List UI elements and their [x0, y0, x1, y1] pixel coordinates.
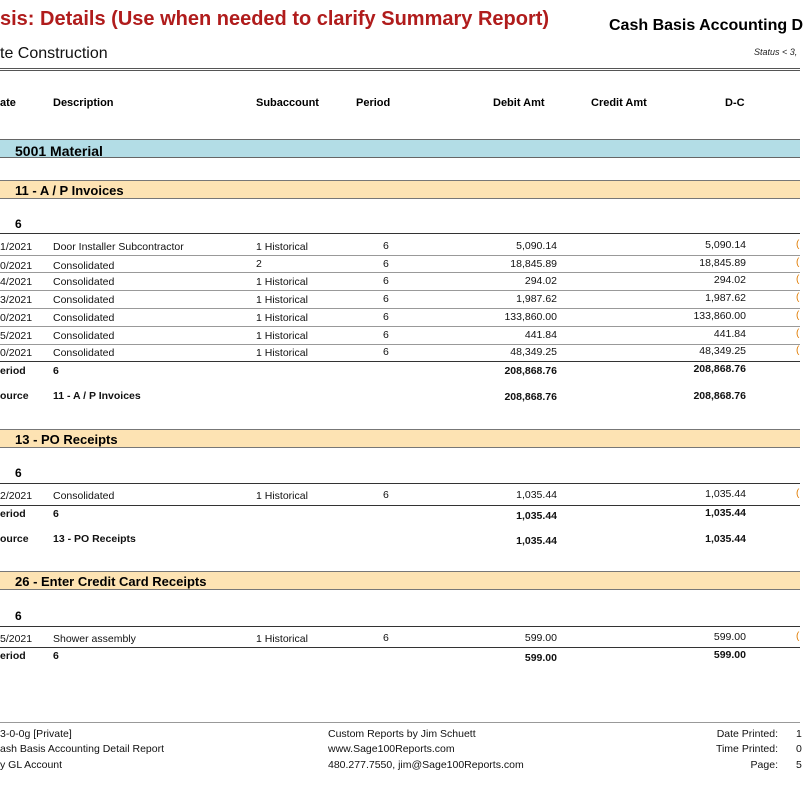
row-divider [0, 483, 800, 484]
row-description: Consolidated [53, 312, 115, 324]
period-total-debit: 208,868.76 [504, 365, 557, 377]
row-date: 5/2021 [0, 330, 33, 342]
row-period: 6 [383, 293, 389, 305]
period-total-value: 6 [53, 365, 59, 377]
col-debit: Debit Amt [493, 97, 545, 109]
row-subaccount: 1 Historical [256, 347, 308, 359]
row-divider [0, 361, 800, 362]
col-dc: D-C [725, 97, 745, 109]
source-label: 13 - PO Receipts [15, 432, 118, 447]
row-date: 0/2021 [0, 312, 33, 324]
source-band [0, 429, 800, 448]
col-credit: Credit Amt [591, 97, 647, 109]
row-period: 6 [383, 489, 389, 501]
row-divider [0, 233, 800, 234]
footer-divider [0, 722, 800, 723]
row-divider [0, 344, 800, 345]
footer-author: Custom Reports by Jim Schuett [328, 728, 476, 740]
period-heading: 6 [15, 609, 22, 623]
period-total-dc: 1,035.44 [705, 507, 746, 519]
report-name: Cash Basis Accounting D [609, 17, 803, 34]
company-name: te Construction [0, 45, 108, 62]
row-description: Consolidated [53, 260, 115, 272]
row-description: Door Installer Subcontractor [53, 241, 184, 253]
row-description: Consolidated [53, 347, 115, 359]
col-description: Description [53, 97, 114, 109]
row-divider [0, 647, 800, 648]
footer-website: www.Sage100Reports.com [328, 743, 455, 755]
row-debit: 1,035.44 [516, 489, 557, 501]
row-debit: 294.02 [524, 275, 557, 287]
footer-sort: y GL Account [0, 759, 63, 771]
row-marker: ( [796, 292, 800, 303]
row-dc: 18,845.89 [699, 257, 746, 269]
header-divider-2 [0, 70, 800, 71]
footer-contact: 480.277.7550, jim@Sage100Reports.com [328, 759, 524, 771]
row-divider [0, 326, 800, 327]
row-dc: 441.84 [713, 328, 746, 340]
row-description: Consolidated [53, 276, 115, 288]
row-marker: ( [796, 310, 800, 321]
row-dc: 599.00 [713, 631, 746, 643]
source-total-value: 13 - PO Receipts [53, 533, 136, 545]
footer-date-label: Date Printed: [716, 728, 778, 740]
footer-time-label: Time Printed: [715, 743, 778, 755]
period-total-label: eriod [0, 365, 26, 377]
row-subaccount: 1 Historical [256, 633, 308, 645]
row-description: Consolidated [53, 294, 115, 306]
row-debit: 133,860.00 [504, 311, 557, 323]
row-debit: 1,987.62 [516, 293, 557, 305]
row-dc: 1,987.62 [705, 292, 746, 304]
row-period: 6 [383, 346, 389, 358]
footer-date-value: 1 [796, 728, 802, 740]
row-description: Shower assembly [53, 633, 136, 645]
row-period: 6 [383, 329, 389, 341]
period-heading: 6 [15, 217, 22, 231]
row-debit: 48,349.25 [510, 346, 557, 358]
row-marker: ( [796, 239, 800, 250]
footer-page-value: 5 [796, 759, 802, 771]
footer-page-label: Page: [750, 759, 778, 771]
row-period: 6 [383, 275, 389, 287]
row-period: 6 [383, 258, 389, 270]
row-date: 5/2021 [0, 633, 33, 645]
row-marker: ( [796, 631, 800, 642]
source-total-dc: 208,868.76 [693, 390, 746, 402]
row-marker: ( [796, 328, 800, 339]
status-filter: Status < 3, [754, 47, 798, 57]
row-marker: ( [796, 274, 800, 285]
row-divider [0, 505, 800, 506]
period-total-value: 6 [53, 508, 59, 520]
row-dc: 48,349.25 [699, 345, 746, 357]
row-divider [0, 626, 800, 627]
col-date: ate [0, 97, 16, 109]
row-subaccount: 1 Historical [256, 294, 308, 306]
row-subaccount: 1 Historical [256, 276, 308, 288]
row-debit: 599.00 [524, 632, 557, 644]
row-date: 1/2021 [0, 241, 33, 253]
period-heading: 6 [15, 466, 22, 480]
row-subaccount: 1 Historical [256, 330, 308, 342]
footer-report-name: ash Basis Accounting Detail Report [0, 743, 165, 755]
row-period: 6 [383, 311, 389, 323]
row-subaccount: 1 Historical [256, 490, 308, 502]
row-marker: ( [796, 488, 800, 499]
row-date: 3/2021 [0, 294, 33, 306]
source-total-label: ource [0, 390, 29, 402]
row-dc: 5,090.14 [705, 239, 746, 251]
row-period: 6 [383, 240, 389, 252]
account-band [0, 139, 800, 158]
row-divider [0, 255, 800, 256]
row-date: 0/2021 [0, 347, 33, 359]
row-description: Consolidated [53, 490, 115, 502]
source-label: 11 - A / P Invoices [15, 183, 124, 198]
period-total-label: eriod [0, 650, 26, 662]
row-marker: ( [796, 345, 800, 356]
row-debit: 441.84 [524, 329, 557, 341]
row-debit: 18,845.89 [510, 258, 557, 270]
row-date: 0/2021 [0, 260, 33, 272]
row-subaccount: 2 [256, 258, 262, 270]
period-total-dc: 599.00 [713, 649, 746, 661]
row-date: 4/2021 [0, 276, 33, 288]
col-period: Period [356, 97, 391, 109]
footer-version: 3-0-0g [Private] [0, 728, 72, 740]
row-marker: ( [796, 257, 800, 268]
row-subaccount: 1 Historical [256, 241, 308, 253]
row-subaccount: 1 Historical [256, 312, 308, 324]
row-divider [0, 290, 800, 291]
row-period: 6 [383, 632, 389, 644]
row-date: 2/2021 [0, 490, 33, 502]
row-description: Consolidated [53, 330, 115, 342]
header-divider [0, 68, 800, 69]
row-dc: 294.02 [713, 274, 746, 286]
period-total-debit: 1,035.44 [516, 510, 557, 522]
source-label: 26 - Enter Credit Card Receipts [15, 574, 207, 589]
row-divider [0, 308, 800, 309]
source-total-dc: 1,035.44 [705, 533, 746, 545]
report-title: sis: Details (Use when needed to clarify Summary Report) [0, 8, 550, 30]
period-total-dc: 208,868.76 [693, 363, 746, 375]
row-dc: 133,860.00 [693, 310, 746, 322]
row-dc: 1,035.44 [705, 488, 746, 500]
account-label: 5001 Material [15, 143, 103, 159]
source-total-debit: 208,868.76 [504, 391, 557, 403]
period-total-debit: 599.00 [524, 652, 557, 664]
period-total-label: eriod [0, 508, 26, 520]
source-total-debit: 1,035.44 [516, 535, 557, 547]
footer-time-value: 0 [796, 743, 802, 755]
row-divider [0, 272, 800, 273]
col-subaccount: Subaccount [256, 97, 319, 109]
period-total-value: 6 [53, 650, 59, 662]
source-total-label: ource [0, 533, 29, 545]
source-total-value: 11 - A / P Invoices [53, 390, 141, 402]
row-debit: 5,090.14 [516, 240, 557, 252]
